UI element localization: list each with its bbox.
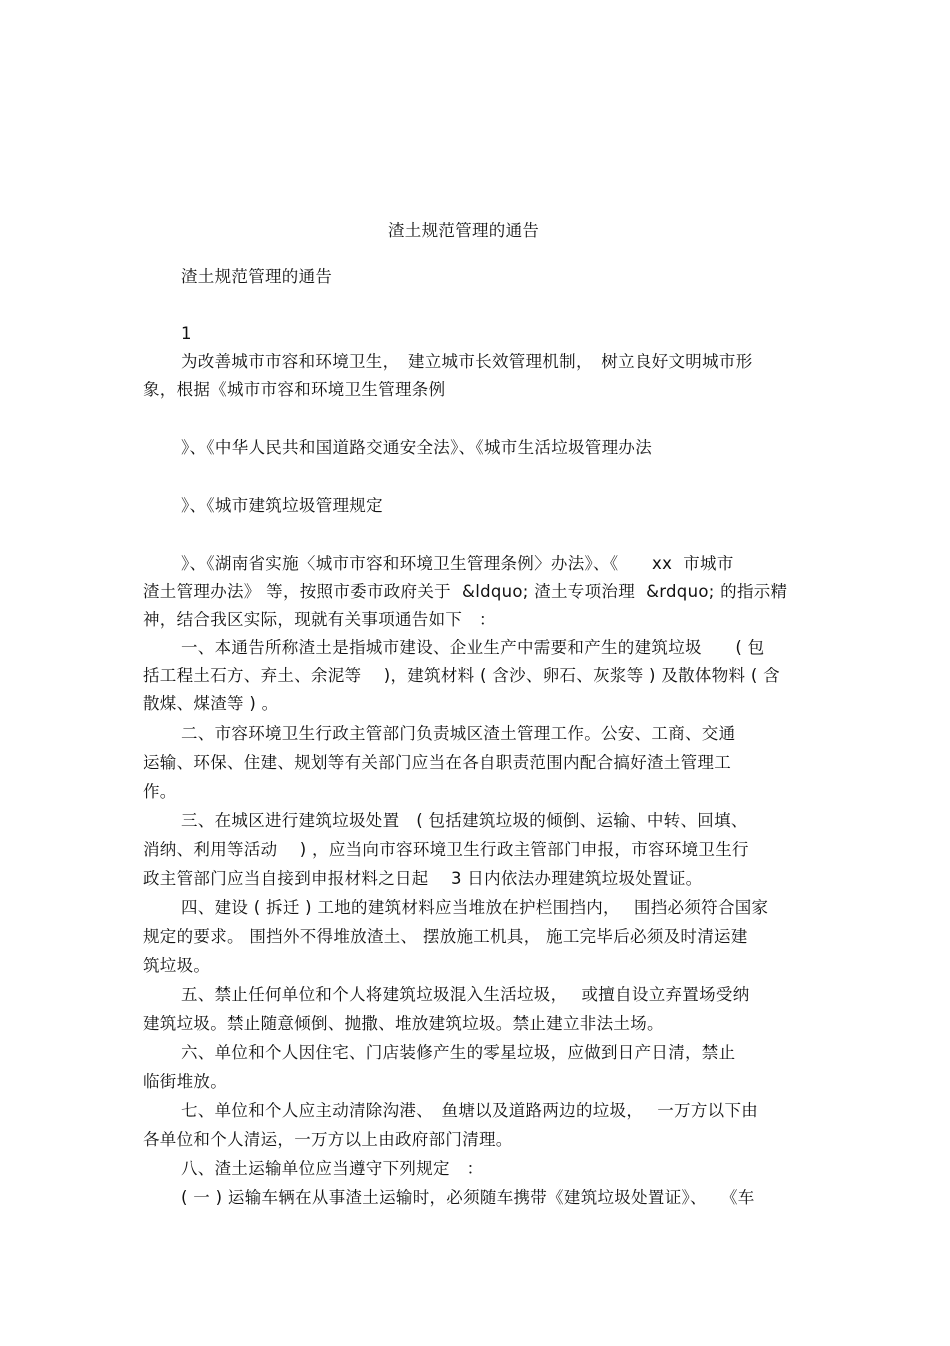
text-line: 消纳、利用等活动 ) ，应当向市容环境卫生行政主管部门申报，市容环境卫生行 [143,840,749,859]
text-line: 二、市容环境卫生行政主管部门负责城区渣土管理工作。公安、工商、交通 [181,724,736,743]
text-line: 》、《城市建筑垃圾管理规定 [181,496,383,515]
text-line: 七、单位和个人应主动清除沟港、 鱼塘以及道路两边的垃圾， 一万方以下由 [181,1101,759,1120]
text-line: 为改善城市市容和环境卫生， 建立城市长效管理机制， 树立良好文明城市形 [181,352,753,371]
text-line: 政主管部门应当自接到申报材料之日起 3 日内依法办理建筑垃圾处置证。 [143,869,703,888]
document-title: 渣土规范管理的通告 [388,221,540,240]
text-line: 规定的要求。 围挡外不得堆放渣土、 摆放施工机具， 施工完毕后必须及时清运建 [143,927,748,946]
text-line: 六、单位和个人因住宅、门店装修产生的零星垃圾，应做到日产日清，禁止 [181,1043,736,1062]
text-line: 》、《湖南省实施〈城市市容和环境卫生管理条例〉办法》、《 xx 市城市 [181,554,734,573]
text-line: 括工程土石方、弃土、余泥等 )，建筑材料 ( 含沙、卵石、灰浆等 ) 及散体物料 ( 含 [143,666,780,685]
text-line: 散煤、煤渣等 ) 。 [143,694,279,713]
text-line: 运输、环保、住建、规划等有关部门应当在各自职责范围内配合搞好渣土管理工 [143,753,731,772]
text-line: 三、在城区进行建筑垃圾处置 ( 包括建筑垃圾的倾倒、运输、中转、回填、 [181,811,748,830]
text-line: 》、《中华人民共和国道路交通安全法》、《城市生活垃圾管理办法 [181,438,652,457]
text-line: 1 [181,324,192,343]
text-line: 五、禁止任何单位和个人将建筑垃圾混入生活垃圾， 或擅自设立弃置场受纳 [181,985,750,1004]
text-line: 一、本通告所称渣土是指城市建设、企业生产中需要和产生的建筑垃圾 ( 包 [181,638,765,657]
text-line: 八、渣土运输单位应当遵守下列规定 ： [181,1159,484,1178]
text-line: ( 一 ) 运输车辆在从事渣土运输时，必须随车携带《建筑垃圾处置证》、 《车 [181,1188,755,1207]
text-line: 象，根据《城市市容和环境卫生管理条例 [143,380,446,399]
text-line: 作。 [143,782,177,801]
document-subtitle: 渣土规范管理的通告 [181,267,333,286]
text-line: 渣土管理办法》 等，按照市委市政府关于 &ldquo; 渣土专项治理 &rdquo; 的指示精 [143,582,788,601]
text-line: 临街堆放。 [143,1072,227,1091]
text-line: 各单位和个人清运，一万方以上由政府部门清理。 [143,1130,513,1149]
text-line: 建筑垃圾。禁止随意倾倒、抛撒、堆放建筑垃圾。禁止建立非法土场。 [143,1014,664,1033]
text-line: 四、建设 ( 拆迁 ) 工地的建筑材料应当堆放在护栏围挡内， 围挡必须符合国家 [181,898,769,917]
text-line: 神，结合我区实际，现就有关事项通告如下 ： [143,610,496,629]
text-line: 筑垃圾。 [143,956,211,975]
